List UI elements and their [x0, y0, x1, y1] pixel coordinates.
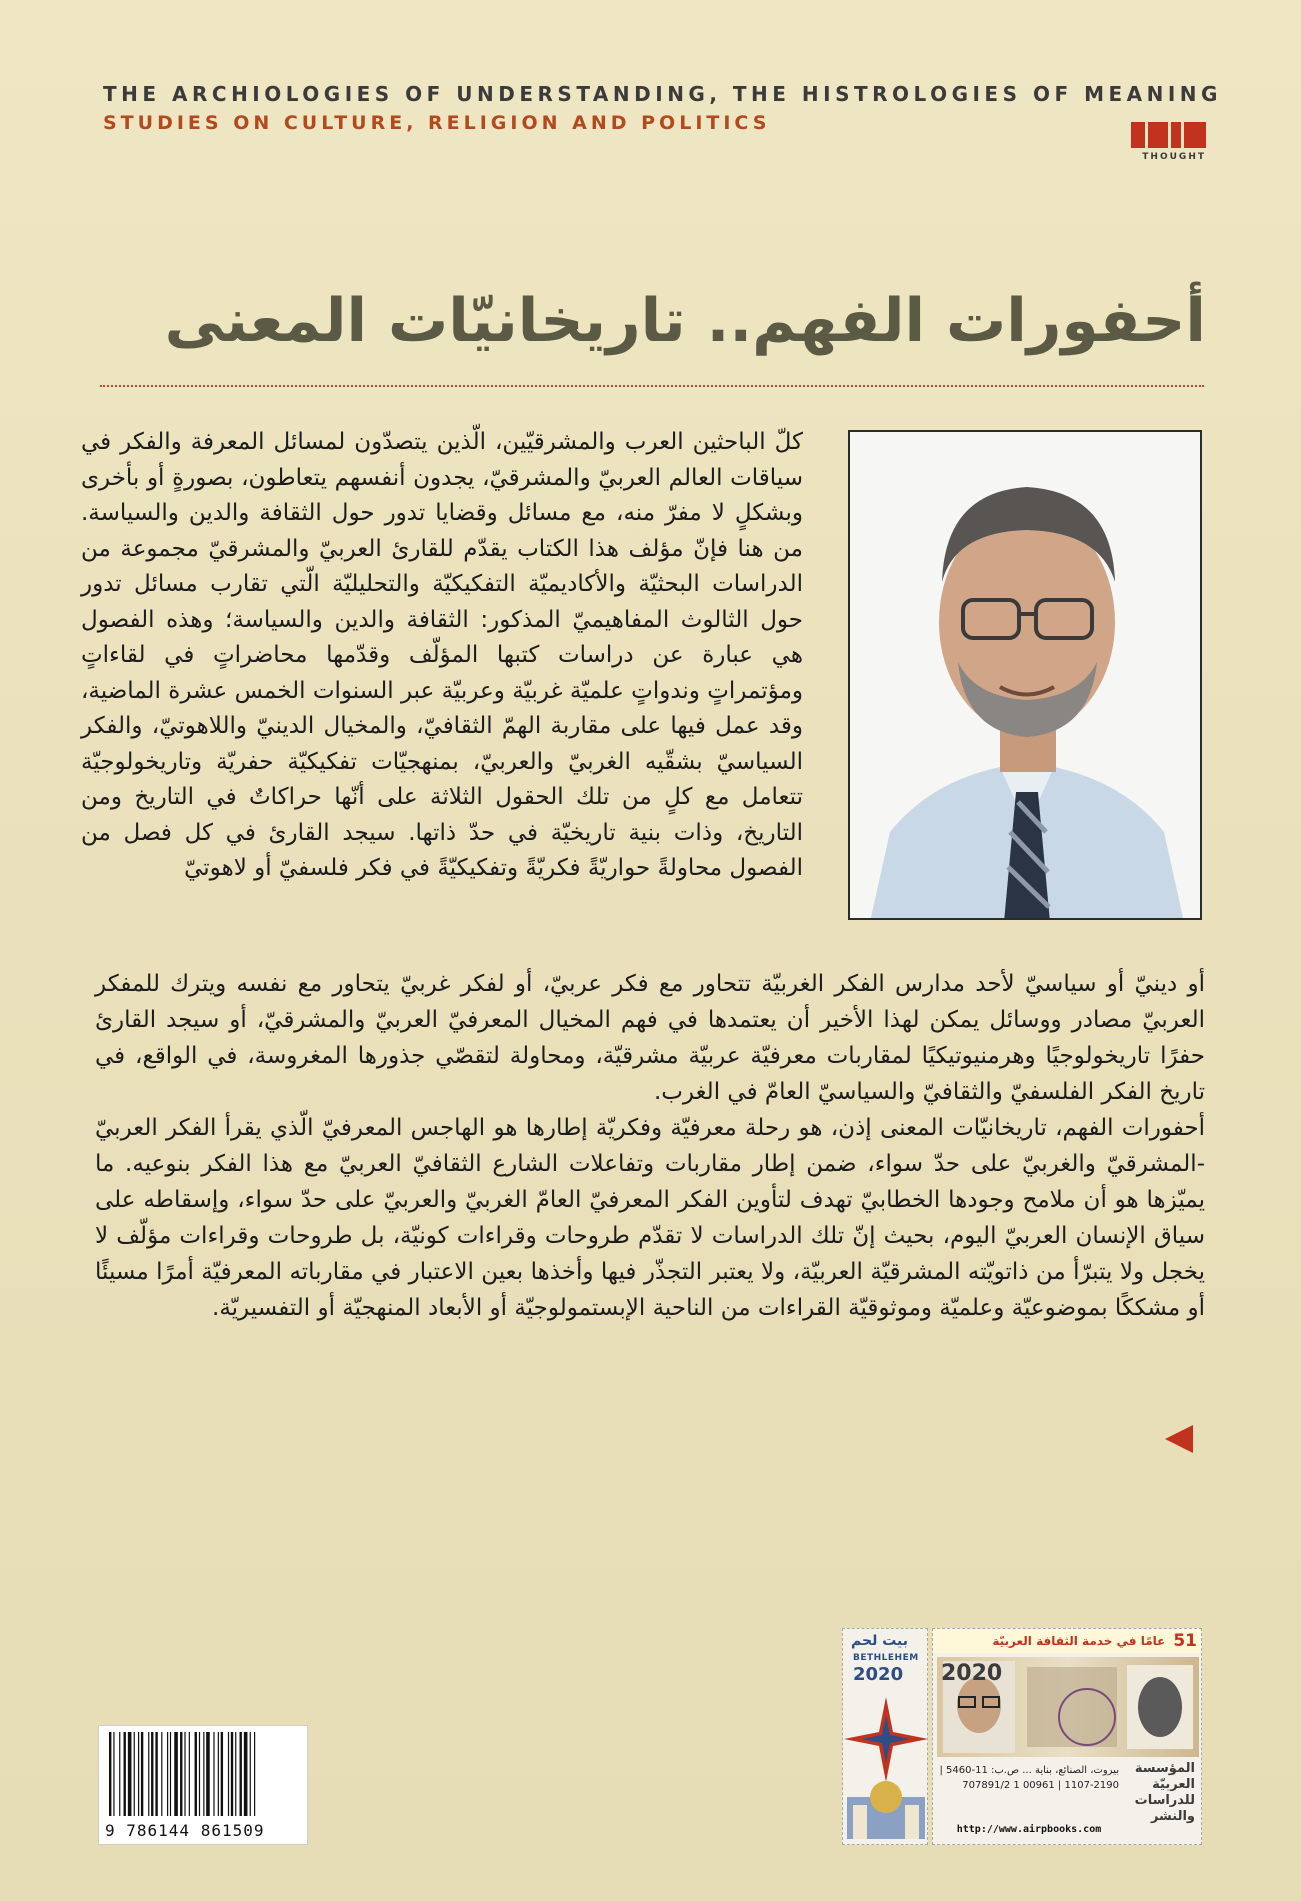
thought-logo-icon — [1114, 122, 1206, 148]
red-arrow-icon — [1165, 1425, 1193, 1453]
barcode-bar — [231, 1732, 233, 1816]
anniversary-number: 51 — [1173, 1631, 1197, 1651]
barcode-bar — [174, 1732, 178, 1816]
barcode-bar — [141, 1732, 143, 1816]
bethlehem-star-icon — [843, 1687, 928, 1845]
barcode-bar — [244, 1732, 248, 1816]
english-title: THE ARCHIOLOGIES OF UNDERSTANDING, THE HISTROLOGIES OF MEANING — [103, 82, 1222, 106]
isbn-barcode — [98, 1725, 308, 1845]
barcode-bar — [155, 1732, 157, 1816]
barcode-bar — [213, 1732, 214, 1816]
publisher-address: بيروت، الصنائع، بناية ... ص.ب: 11-5460 | 2190-1107 | 00961 1 707891/2 — [939, 1765, 1119, 1791]
barcode-bar — [195, 1732, 197, 1816]
barcode-bar — [161, 1732, 162, 1816]
description-full-text — [95, 966, 1205, 1326]
logo-caption: THOUGHT — [1142, 152, 1206, 162]
isbn-number: 9 786144 861509 — [105, 1821, 265, 1840]
barcode-bar — [124, 1732, 126, 1816]
author-photo — [848, 430, 1202, 920]
barcode-bar — [180, 1732, 182, 1816]
description-column-text: كلّ الباحثين العرب والمشرقيّين، الّذين يتصدّون لمسائل المعرفة والفكر في سياقات العالم العربيّ والمشرقيّ، يجدون أنفسهم يتعاطون، بصورةٍ أو بأخرى وبشكلٍ لا مفرّ منه، مع مسائل وقضايا تدور حول الثقافة والدين والسياسة. من هنا فإنّ مؤلف هذا الكتاب يقدّم للقارئ العربيّ والمشرقيّ مجموعة من الدراسات البحثيّة والأكاديميّة التفكيكيّة والتحليليّة الّتي تقارب مسائل تدور حول الثالوث المفاهيميّ المذكور: الثقافة والدين والسياسة؛ وهذه الفصول هي عبارة عن دراسات كتبها المؤلّف وقدّمها محاضراتٍ في لقاءاتٍ ومؤتمراتٍ وندواتٍ علميّة غربيّة وعربيّة عبر السنوات الخمس عشرة الماضية، وقد عمل فيها على مقاربة الهمّ الثقافيّ، والمخيال الدينيّ واللاهوتيّ، والفكر السياسيّ بشقّيه الغربيّ والعربيّ، بمنهجيّات تفكيكيّة حفريّة وتاريخولوجيّة تتعامل مع كلٍ من تلك الحقول الثلاثة على أنّها حراكاتٌ في التاريخ ومن التاريخ، وذات بنية تاريخيّة في حدّ ذاتها. سيجد القارئ في كل فصل من الفصول محاولةً حواريّةً فكريّةً وتفكيكيّةً في فكر فلسفيّ أو لاهوتيّ — [81, 429, 803, 881]
barcode-bar — [203, 1732, 204, 1816]
barcode-bar — [119, 1732, 120, 1816]
publisher-name: المؤسسة العربيّة للدراسات والنشر — [1134, 1761, 1195, 1824]
barcode-bar — [240, 1732, 242, 1816]
barcode-bar — [170, 1732, 171, 1816]
barcode-icon — [99, 1726, 309, 1821]
barcode-bar — [109, 1732, 111, 1816]
barcode-bar — [254, 1732, 255, 1816]
title-divider — [100, 385, 1204, 387]
publisher-website: http://www.airpbooks.com — [956, 1824, 1102, 1835]
publisher-logo — [1114, 122, 1206, 168]
barcode-bar — [235, 1732, 236, 1816]
anniversary-banner — [933, 1629, 1202, 1653]
author-portrait-icon — [850, 432, 1202, 920]
barcode-bar — [134, 1732, 135, 1816]
bethlehem-year: 2020 — [853, 1664, 904, 1685]
stamp-year: 2020 — [941, 1661, 1003, 1686]
bethlehem-arabic: بيت لحم — [851, 1633, 908, 1649]
barcode-bar — [167, 1732, 168, 1816]
bethlehem-stamp — [842, 1628, 928, 1845]
barcode-bar — [189, 1732, 190, 1816]
description-paragraph-2: أحفورات الفهم، تاريخانيّات المعنى إذن، هو رحلة معرفيّة وفكريّة إطارها هو الهاجس المعرفيّ الّذي يقرأ الفكر العربيّ -المشرقيّ والغربيّ على حدّ سواء، ضمن إطار مقاربات وتفاعلات الشارع الثقافيّ العربيّ مع هذا الفكر بنوعيه. ما يميّزها هو أن ملامح وجودها الخطابيّ تهدف لتأوين الفكر المعرفيّ العامّ الغربيّ والعربيّ على حدّ سواء، وإسقاطه على سياق الإنسان العربيّ اليوم، بحيث إنّ تلك الدراسات لا تقدّم طروحات وقراءات كونيّة، بل طروحات وقراءات مؤلّف لا يخجل ولا يتبرّأ من ذاتويّته المشرقيّة العربيّة، ولا يعتبر التجذّر فيها وأخذها بعين الاعتبار في مقارباته المعرفيّة أمرًا مسيئًا أو مشككًا بموضوعيّة وعلميّة وموثوقيّة القراءات من الناحية الإبستمولوجيّة أو الأبعاد المنهجيّة أو التفسيريّة. — [95, 1115, 1205, 1321]
barcode-bar — [250, 1732, 251, 1816]
publisher-anniversary-stamp — [932, 1628, 1202, 1845]
barcode-bar — [228, 1732, 229, 1816]
barcode-bar — [184, 1732, 185, 1816]
publisher-stamps — [842, 1628, 1202, 1845]
barcode-bar — [206, 1732, 210, 1816]
barcode-bar — [113, 1732, 114, 1816]
english-subtitle: STUDIES ON CULTURE, RELIGION AND POLITICS — [103, 112, 771, 134]
bethlehem-english: BETHLEHEM — [853, 1653, 919, 1663]
description-paragraph-1: أو دينيّ أو سياسيّ لأحد مدارس الفكر الغربيّة تتحاور مع فكر عربيّ، أو لفكر غربيّ يتحاور مع نفسه ويترك للمفكر العربيّ مصادر ووسائل يمكن لهذا الأخير أن يعتمدها في فهم المخيال المعرفيّ العربيّ والمشرقيّ، أو سيجد القارئ حفرًا تاريخولوجيًا وهرمنيوتيكيًا لمقاربات معرفيّة عربيّة مشرقيّة، ومحاولة لتقصّي جذورها المغروسة، في الواقع، في تاريخ الفكر الفلسفيّ والثقافيّ والسياسيّ العامّ في الغرب. — [95, 971, 1205, 1105]
barcode-bar — [148, 1732, 149, 1816]
barcode-bar — [199, 1732, 200, 1816]
anniversary-text: عامًا في خدمة الثقافة العربيّة — [992, 1634, 1166, 1648]
arabic-book-title: أحفورات الفهم.. تاريخانيّات المعنى — [164, 286, 1206, 356]
barcode-bar — [138, 1732, 139, 1816]
barcode-bar — [218, 1732, 219, 1816]
barcode-bar — [128, 1732, 132, 1816]
barcode-bar — [221, 1732, 223, 1816]
barcode-bar — [151, 1732, 153, 1816]
